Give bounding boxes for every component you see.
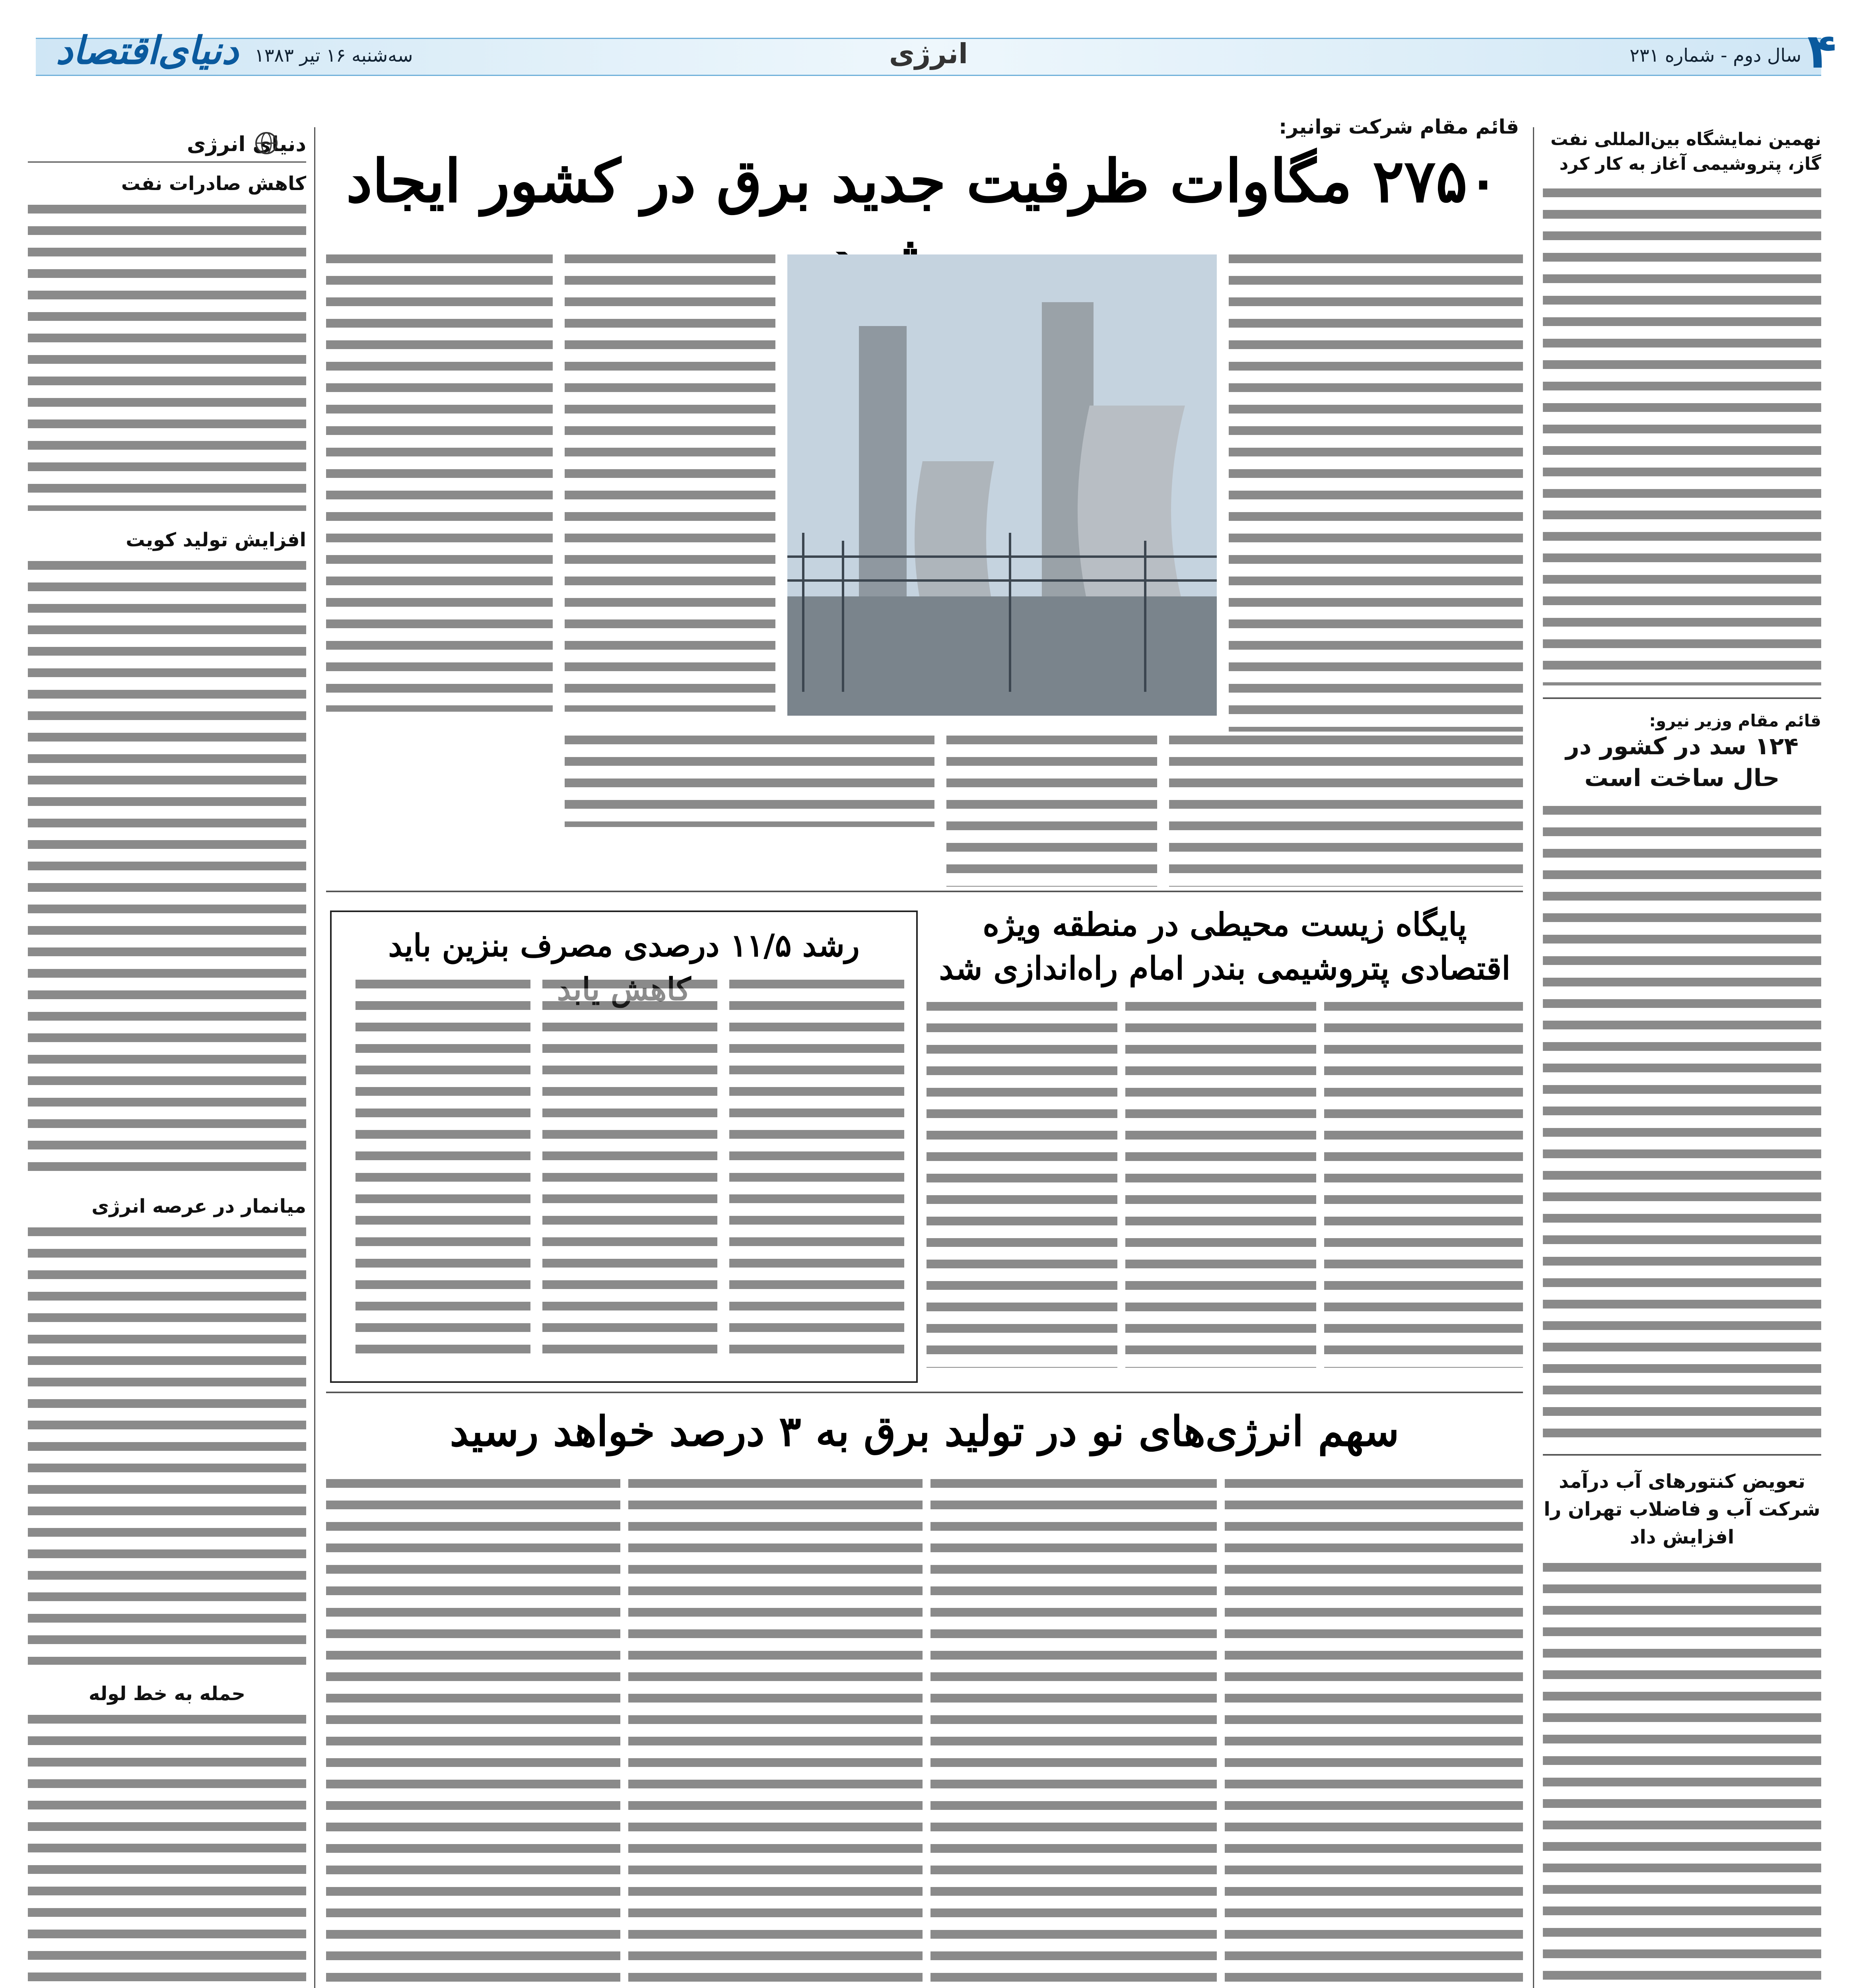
globe-icon [254,131,302,159]
story-body-placeholder [1543,806,1821,1442]
divider [326,1392,1523,1393]
renewable-body-4 [326,1479,620,1988]
story-kicker: قائم مقام وزیر نیرو: [1649,711,1821,730]
main-headline: ۲۷۵۰ مگاوات ظرفیت جدید برق در کشور ایجاد [346,146,1499,215]
page-header [0,0,1857,99]
power-plant-photo [787,254,1217,716]
news-item-title: حمله به خط لوله [89,1683,245,1705]
news-item-body-placeholder [28,561,306,1177]
gasoline-story-box [330,911,918,1383]
story-title: نهمین نمایشگاه بین‌المللی نفت گاز، پتروشیمی آغاز به کار کرد [1550,129,1821,174]
column-divider [1533,127,1534,1988]
section-title: انرژی [889,37,968,70]
page-number: ۴ [1807,24,1837,79]
main-story-body-bottom-3 [565,736,934,827]
news-item-body-placeholder [28,1227,306,1665]
renewable-body-2 [930,1479,1217,1988]
gasoline-headline: رشد ۱۱/۵ درصدی مصرف بنزین باید [388,928,860,964]
power-plant-illustration [787,254,1217,716]
renewable-body-3 [628,1479,923,1988]
column-divider [314,127,315,1988]
news-item-title: افزایش تولید کویت [126,529,306,551]
zone-story-body-3 [927,1002,1117,1368]
main-story-body-bottom-1 [1169,736,1523,887]
gasoline-body-1 [729,980,904,1361]
news-item-title: میانمار در عرصه انرژی [91,1195,306,1217]
news-item-body-placeholder [28,205,306,511]
renewable-headline: سهم انرژی‌های نو در تولید برق به ۳ درصد خواهد رسید [450,1407,1399,1456]
divider [28,161,306,163]
main-story-body-left-2 [326,254,553,712]
left-column [28,131,306,1988]
zone-story-headline: پایگاه زیست محیطی در منطقه ویژه اقتصادی پتروشیمی بندر امام راه‌اندازی شد [939,906,1511,987]
news-item-title: کاهش صادرات نفت [121,173,306,195]
issue-date: سه‌شنبه ۱۶ تیر ۱۳۸۳ [254,45,413,66]
divider [326,891,1523,892]
main-story-body-left-1 [565,254,775,712]
story-body-placeholder [1543,1563,1821,1988]
newspaper-logo: دنیای‌اقتصاد [56,28,239,73]
divider [1543,697,1821,699]
renewable-body-1 [1225,1479,1523,1988]
main-story-body-bottom-2 [946,736,1157,887]
news-item-body-placeholder [28,1715,306,1988]
zone-story-body-1 [1324,1002,1523,1368]
main-story-body-right [1229,254,1523,732]
story-title: تعویض کنتورهای آب درآمد شرکت آب و فاضلاب تهران را افزایش داد [1544,1470,1820,1548]
gasoline-body-2 [542,980,717,1361]
divider [1543,1454,1821,1456]
main-story-kicker: قائم مقام شرکت توانیر: [1279,115,1519,138]
zone-story-body-2 [1125,1002,1316,1368]
issue-number: سال دوم - شماره ۲۳۱ [1630,45,1801,66]
column-section-title: دنیای انرژی [186,132,306,156]
story-body-placeholder [1543,188,1821,685]
story-title: ۱۲۴ سد در کشور در حال ساخت است [1566,732,1799,792]
right-column [1543,127,1821,1988]
gasoline-body-3 [355,980,530,1361]
